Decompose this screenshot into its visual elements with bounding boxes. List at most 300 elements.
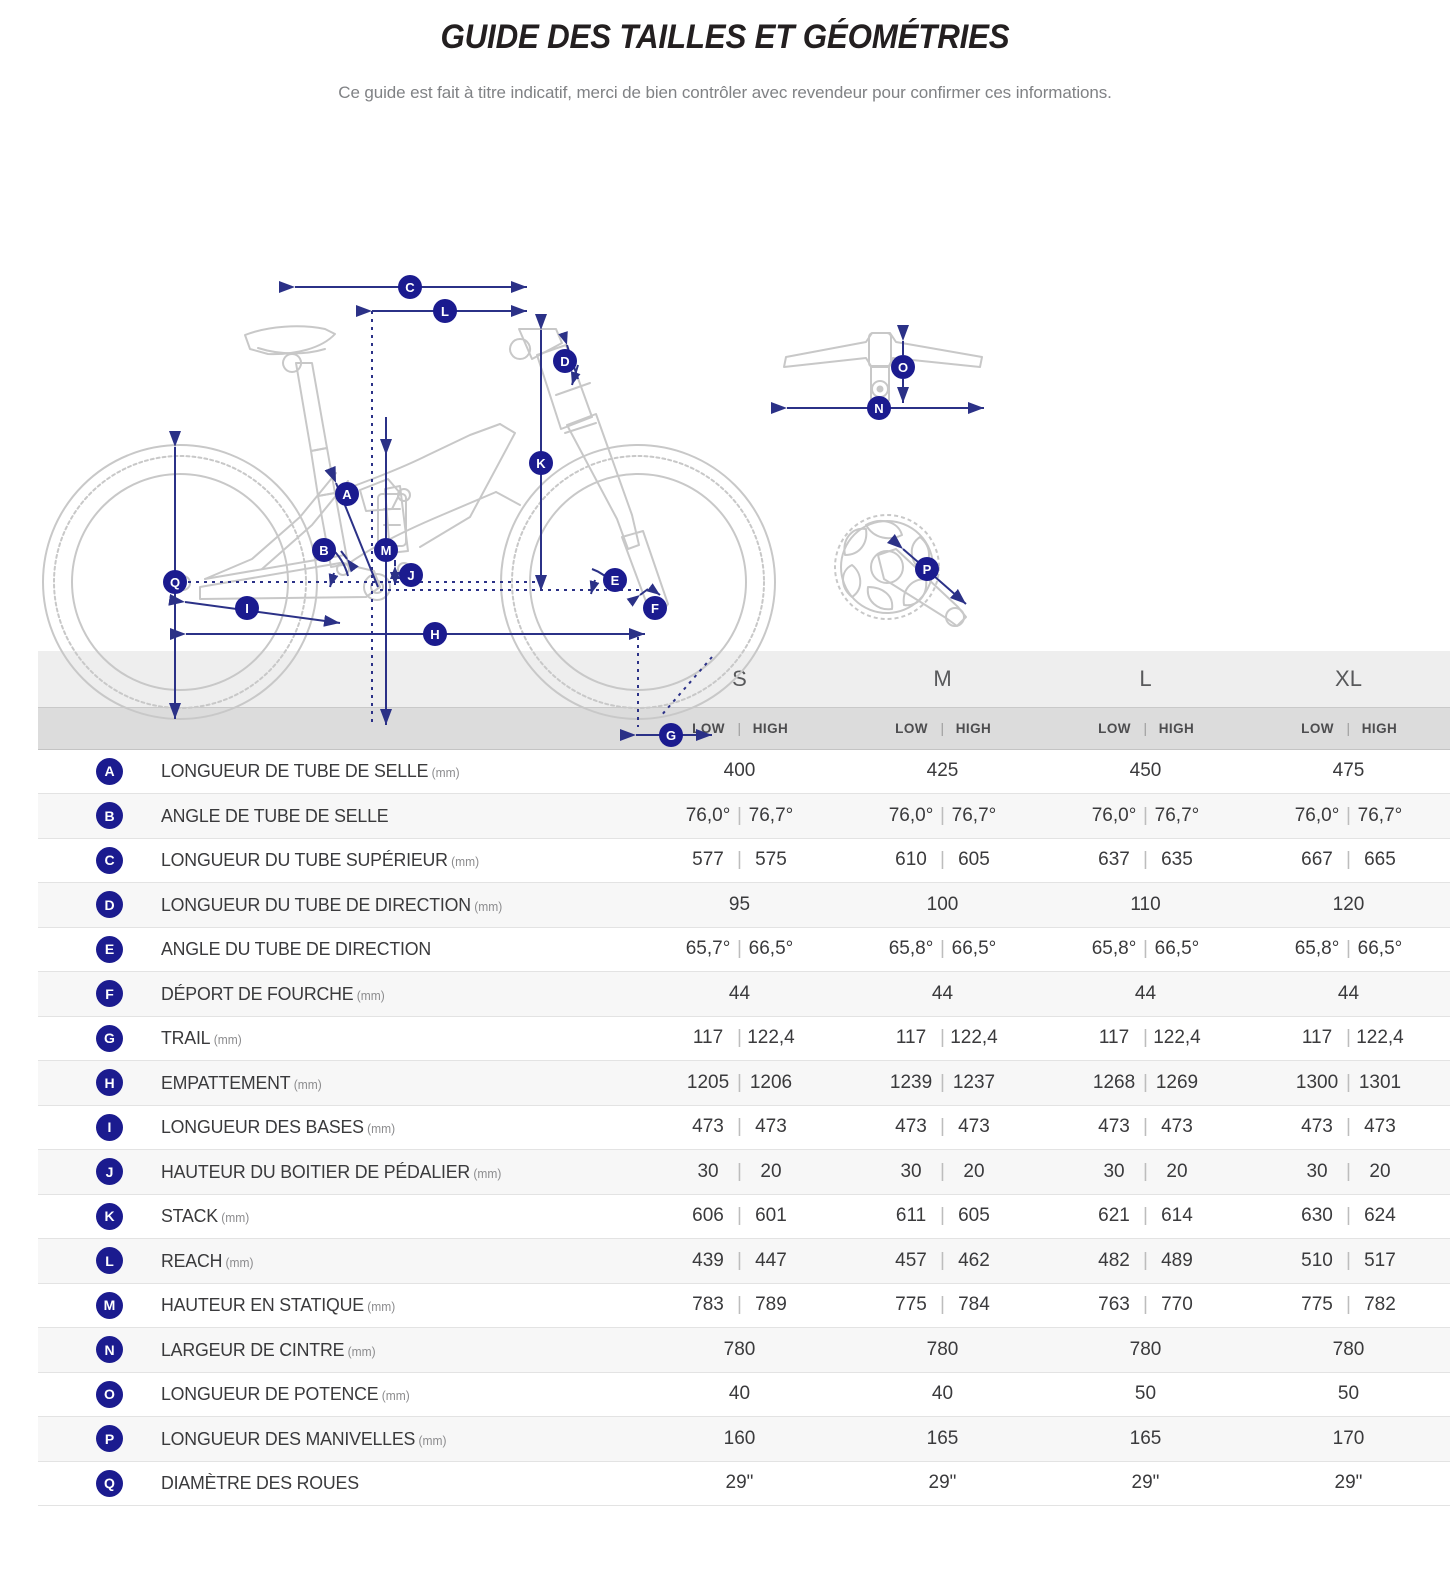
value-low: 30 — [1103, 1160, 1125, 1182]
header-spacer-2 — [38, 707, 638, 749]
value-cell — [1044, 1372, 1247, 1417]
value-separator: | — [1143, 1160, 1148, 1182]
table-row — [38, 1328, 1450, 1373]
row-label-cell — [38, 1061, 638, 1106]
row-unit: (mm) — [290, 1077, 322, 1092]
value-high: 605 — [958, 1205, 990, 1227]
value-low: 65,8° — [1091, 938, 1137, 960]
diagram-marker-L — [433, 299, 457, 323]
value-single: 29" — [1334, 1472, 1363, 1494]
row-badge-m: M — [96, 1292, 123, 1319]
value-cell — [1247, 883, 1450, 928]
svg-text:H: H — [430, 627, 440, 642]
row-label: LONGUEUR DES BASES (mm) — [161, 1116, 396, 1138]
value-cell — [1044, 1461, 1247, 1506]
value-cell — [1044, 1239, 1247, 1284]
value-cell — [841, 927, 1044, 972]
row-label: LONGUEUR DES MANIVELLES (mm) — [161, 1427, 447, 1449]
value-separator: | — [940, 1294, 945, 1316]
row-label-cell — [38, 927, 638, 972]
value-high: 76,7° — [951, 804, 997, 826]
row-badge-e: E — [96, 936, 123, 963]
subheader-low: LOW — [1098, 720, 1131, 736]
value-cell — [1247, 1372, 1450, 1417]
row-unit: (mm) — [353, 988, 385, 1003]
table-row — [38, 1016, 1450, 1061]
svg-text:K: K — [536, 456, 546, 471]
value-high: 122,4 — [1356, 1027, 1404, 1049]
value-single: 160 — [723, 1427, 756, 1449]
value-separator: | — [1143, 1116, 1148, 1138]
row-label-cell — [38, 838, 638, 883]
table-row — [38, 838, 1450, 883]
value-cell — [638, 1461, 841, 1506]
column-header-s: S — [732, 665, 747, 691]
value-single: 40 — [931, 1383, 954, 1405]
value-low: 630 — [1301, 1205, 1333, 1227]
column-header-m: M — [933, 665, 952, 691]
value-single: 29" — [928, 1472, 957, 1494]
svg-text:N: N — [874, 401, 884, 416]
value-separator: | — [1143, 1249, 1148, 1271]
value-cell — [1044, 1417, 1247, 1462]
subheader-sep: | — [1143, 720, 1148, 736]
row-badge-n: N — [96, 1336, 123, 1363]
value-cell — [1044, 1061, 1247, 1106]
svg-text:B: B — [319, 543, 329, 558]
value-cell — [1044, 1283, 1247, 1328]
subheader-high: HIGH — [752, 720, 789, 736]
value-cell — [841, 1283, 1044, 1328]
table-row — [38, 794, 1450, 839]
row-label-cell — [38, 1328, 638, 1373]
row-badge-l: L — [96, 1247, 123, 1274]
value-cell — [638, 1194, 841, 1239]
value-cell — [1247, 1194, 1450, 1239]
row-label-cell — [38, 883, 638, 928]
geometry-table-zone — [0, 651, 1450, 1506]
table-row — [38, 927, 1450, 972]
value-cell — [841, 1328, 1044, 1373]
value-separator: | — [1143, 1027, 1148, 1049]
diagram-marker-F — [643, 596, 667, 620]
diagram-marker-I — [235, 596, 259, 620]
page-subtitle: Ce guide est fait à titre indicatif, merci de bien contrôler avec revendeur pour confirmer ces informations. — [338, 83, 1112, 102]
value-separator: | — [1346, 1160, 1351, 1182]
value-single: 110 — [1130, 893, 1161, 915]
row-badge-a: A — [96, 758, 123, 785]
value-low: 1239 — [889, 1071, 933, 1093]
row-badge-h: H — [96, 1069, 123, 1096]
value-high: 624 — [1364, 1205, 1396, 1227]
value-high: 20 — [963, 1160, 985, 1182]
table-header-sizes — [38, 651, 1450, 707]
value-cell — [841, 1194, 1044, 1239]
subheader-sep: | — [1346, 720, 1351, 736]
svg-text:F: F — [651, 601, 659, 616]
value-cell — [638, 838, 841, 883]
value-low: 473 — [1301, 1116, 1333, 1138]
value-high: 782 — [1364, 1294, 1396, 1316]
value-separator: | — [737, 849, 742, 871]
diagram-marker-J — [399, 563, 423, 587]
svg-text:M: M — [380, 543, 392, 558]
svg-text:A: A — [342, 487, 352, 502]
value-separator: | — [940, 1071, 945, 1093]
value-single: 475 — [1332, 760, 1365, 782]
value-cell — [1247, 1016, 1450, 1061]
row-label: DÉPORT DE FOURCHE (mm) — [161, 982, 385, 1004]
value-separator: | — [1346, 938, 1351, 960]
table-row — [38, 749, 1450, 794]
row-badge-f: F — [96, 980, 123, 1007]
value-cell — [1044, 1328, 1247, 1373]
subheader-l — [1044, 707, 1247, 749]
row-badge-o: O — [96, 1381, 123, 1408]
diagram-marker-M — [374, 538, 398, 562]
table-row — [38, 1194, 1450, 1239]
value-cell — [638, 1105, 841, 1150]
subheader-low: LOW — [895, 720, 928, 736]
value-single: 165 — [1129, 1427, 1162, 1449]
value-single: 450 — [1129, 760, 1162, 782]
value-separator: | — [1143, 1294, 1148, 1316]
value-separator: | — [940, 1116, 945, 1138]
row-label-cell — [38, 749, 638, 794]
table-row — [38, 1061, 1450, 1106]
value-separator: | — [1346, 1249, 1351, 1271]
column-header-xl: XL — [1335, 665, 1362, 691]
value-high: 770 — [1161, 1294, 1193, 1316]
value-cell — [1247, 927, 1450, 972]
value-cell — [1044, 1194, 1247, 1239]
value-single: 780 — [1332, 1338, 1365, 1360]
value-high: 517 — [1364, 1249, 1396, 1271]
svg-text:O: O — [897, 360, 909, 375]
value-cell — [1247, 1328, 1450, 1373]
value-low: 577 — [692, 849, 724, 871]
value-high: 447 — [755, 1249, 787, 1271]
row-badge-g: G — [96, 1025, 123, 1052]
svg-text:L: L — [441, 304, 449, 319]
value-low: 65,8° — [1294, 938, 1340, 960]
value-cell — [841, 883, 1044, 928]
value-separator: | — [940, 1205, 945, 1227]
value-cell — [1247, 1417, 1450, 1462]
row-label-cell — [38, 794, 638, 839]
value-cell — [1044, 1105, 1247, 1150]
subheader-low: LOW — [692, 720, 725, 736]
value-cell — [638, 1150, 841, 1195]
diagram-marker-C — [398, 275, 422, 299]
value-high: 605 — [958, 849, 990, 871]
value-high: 473 — [1161, 1116, 1193, 1138]
value-low: 763 — [1098, 1294, 1130, 1316]
value-separator: | — [1143, 804, 1148, 826]
row-label: REACH (mm) — [161, 1249, 254, 1271]
value-cell — [638, 1239, 841, 1284]
svg-text:C: C — [405, 280, 415, 295]
value-cell — [638, 927, 841, 972]
value-high: 473 — [755, 1116, 787, 1138]
value-cell — [638, 1283, 841, 1328]
row-label: LONGUEUR DE TUBE DE SELLE (mm) — [161, 760, 460, 782]
value-cell — [841, 1105, 1044, 1150]
table-row — [38, 883, 1450, 928]
table-row — [38, 1150, 1450, 1195]
svg-text:D: D — [560, 354, 570, 369]
value-high: 473 — [958, 1116, 990, 1138]
row-label: EMPATTEMENT (mm) — [161, 1071, 322, 1093]
row-unit: (mm) — [428, 766, 460, 781]
svg-text:G: G — [665, 728, 677, 743]
value-separator: | — [737, 938, 742, 960]
row-label-cell — [38, 972, 638, 1017]
value-low: 457 — [895, 1249, 927, 1271]
value-low: 606 — [692, 1205, 724, 1227]
value-low: 76,0° — [685, 804, 731, 826]
value-separator: | — [1346, 1071, 1351, 1093]
row-label-cell — [38, 1239, 638, 1284]
value-cell — [841, 1417, 1044, 1462]
value-single: 44 — [1134, 982, 1157, 1004]
value-separator: | — [1346, 1205, 1351, 1227]
value-cell — [638, 1328, 841, 1373]
row-label: DIAMÈTRE DES ROUES — [161, 1472, 359, 1494]
value-single: 170 — [1332, 1427, 1365, 1449]
row-label: STACK (mm) — [161, 1205, 250, 1227]
value-separator: | — [737, 804, 742, 826]
row-label: LONGUEUR DU TUBE SUPÉRIEUR (mm) — [161, 849, 480, 871]
value-cell — [841, 1016, 1044, 1061]
value-low: 76,0° — [1294, 804, 1340, 826]
value-separator: | — [1143, 938, 1148, 960]
value-single: 120 — [1332, 893, 1365, 915]
value-single: 95 — [728, 893, 751, 915]
value-high: 76,7° — [748, 804, 794, 826]
value-low: 621 — [1098, 1205, 1130, 1227]
value-separator: | — [1346, 1116, 1351, 1138]
value-cell — [841, 838, 1044, 883]
table-row — [38, 1283, 1450, 1328]
value-low: 482 — [1098, 1249, 1130, 1271]
table-row — [38, 1105, 1450, 1150]
subheader-high: HIGH — [1158, 720, 1195, 736]
subheader-high: HIGH — [955, 720, 992, 736]
value-cell — [1044, 1016, 1247, 1061]
value-low: 1268 — [1092, 1071, 1136, 1093]
value-cell — [1247, 1239, 1450, 1284]
row-label: TRAIL (mm) — [161, 1027, 242, 1049]
value-high: 122,4 — [1153, 1027, 1201, 1049]
value-cell — [841, 1461, 1044, 1506]
value-separator: | — [1143, 1205, 1148, 1227]
row-badge-d: D — [96, 891, 123, 918]
value-separator: | — [737, 1027, 742, 1049]
value-low: 667 — [1301, 849, 1333, 871]
value-single: 425 — [926, 760, 959, 782]
value-high: 614 — [1161, 1205, 1193, 1227]
value-high: 1237 — [952, 1071, 996, 1093]
row-label: ANGLE DE TUBE DE SELLE — [161, 804, 389, 826]
value-separator: | — [1346, 804, 1351, 826]
value-low: 76,0° — [1091, 804, 1137, 826]
value-low: 30 — [900, 1160, 922, 1182]
table-body — [38, 749, 1450, 1506]
value-low: 473 — [692, 1116, 724, 1138]
row-unit: (mm) — [363, 1122, 396, 1137]
row-badge-j: J — [96, 1158, 123, 1185]
value-high: 20 — [1166, 1160, 1188, 1182]
value-separator: | — [737, 1249, 742, 1271]
table-row — [38, 1461, 1450, 1506]
subheader-sep: | — [940, 720, 945, 736]
row-unit: (mm) — [447, 855, 480, 870]
value-low: 439 — [692, 1249, 724, 1271]
value-high: 20 — [1369, 1160, 1391, 1182]
diagram-marker-K — [529, 451, 553, 475]
value-separator: | — [940, 1160, 945, 1182]
value-cell — [1247, 1105, 1450, 1150]
row-unit: (mm) — [470, 1166, 502, 1181]
header-spacer — [38, 651, 638, 707]
value-separator: | — [940, 804, 945, 826]
subheader-high: HIGH — [1361, 720, 1398, 736]
value-separator: | — [940, 938, 945, 960]
row-label-cell — [38, 1461, 638, 1506]
value-high: 66,5° — [1357, 938, 1403, 960]
row-unit: (mm) — [415, 1433, 447, 1448]
table-header-lowhigh — [38, 707, 1450, 749]
value-single: 780 — [1129, 1338, 1162, 1360]
row-unit: (mm) — [378, 1389, 410, 1404]
row-label: ANGLE DU TUBE DE DIRECTION — [161, 938, 432, 960]
value-low: 117 — [692, 1027, 724, 1049]
value-cell — [1247, 749, 1450, 794]
value-single: 44 — [728, 982, 751, 1004]
diagram-marker-G — [659, 723, 683, 747]
row-label: LARGEUR DE CINTRE (mm) — [161, 1338, 376, 1360]
row-label-cell — [38, 1194, 638, 1239]
subheader-xl — [1247, 707, 1450, 749]
value-cell — [841, 749, 1044, 794]
value-cell — [1044, 749, 1247, 794]
value-low: 775 — [895, 1294, 927, 1316]
value-cell — [1247, 1061, 1450, 1106]
value-separator: | — [1346, 1294, 1351, 1316]
value-separator: | — [940, 1249, 945, 1271]
value-separator: | — [737, 1205, 742, 1227]
value-single: 40 — [728, 1383, 751, 1405]
diagram-marker-O — [891, 355, 915, 379]
subheader-low: LOW — [1301, 720, 1334, 736]
row-unit: (mm) — [222, 1255, 254, 1270]
row-label: LONGUEUR DE POTENCE (mm) — [161, 1383, 410, 1405]
diagram-marker-H — [423, 622, 447, 646]
value-low: 473 — [895, 1116, 927, 1138]
value-low: 637 — [1098, 849, 1130, 871]
value-single: 400 — [723, 760, 756, 782]
diagram-marker-D — [553, 349, 577, 373]
value-low: 611 — [895, 1205, 927, 1227]
row-unit: (mm) — [363, 1300, 396, 1315]
value-single: 100 — [926, 893, 959, 915]
value-cell — [638, 883, 841, 928]
value-single: 780 — [723, 1338, 756, 1360]
value-cell — [1044, 972, 1247, 1017]
diagram-marker-P — [915, 557, 939, 581]
value-high: 76,7° — [1154, 804, 1200, 826]
table-row — [38, 1417, 1450, 1462]
row-unit: (mm) — [210, 1033, 242, 1048]
value-high: 122,4 — [747, 1027, 795, 1049]
value-single: 44 — [931, 982, 954, 1004]
value-low: 783 — [692, 1294, 724, 1316]
row-label-cell — [38, 1150, 638, 1195]
row-label-cell — [38, 1372, 638, 1417]
value-high: 1301 — [1358, 1071, 1402, 1093]
svg-text:E: E — [610, 573, 620, 588]
value-low: 510 — [1301, 1249, 1333, 1271]
value-separator: | — [940, 849, 945, 871]
value-high: 473 — [1364, 1116, 1396, 1138]
row-unit: (mm) — [344, 1344, 376, 1359]
value-cell — [638, 972, 841, 1017]
svg-text:I: I — [245, 601, 249, 616]
value-high: 1269 — [1155, 1071, 1199, 1093]
value-low: 1205 — [686, 1071, 730, 1093]
value-cell — [1044, 927, 1247, 972]
value-high: 784 — [958, 1294, 990, 1316]
value-low: 775 — [1301, 1294, 1333, 1316]
value-high: 76,7° — [1357, 804, 1403, 826]
subheader-sep: | — [737, 720, 742, 736]
value-cell — [1044, 883, 1247, 928]
crankset-diagram — [835, 515, 966, 626]
value-cell — [1044, 838, 1247, 883]
value-low: 610 — [895, 849, 927, 871]
value-low: 1300 — [1295, 1071, 1339, 1093]
value-separator: | — [737, 1116, 742, 1138]
value-separator: | — [1346, 849, 1351, 871]
row-badge-k: K — [96, 1203, 123, 1230]
value-low: 65,8° — [888, 938, 934, 960]
value-high: 122,4 — [950, 1027, 998, 1049]
diagram-marker-N — [867, 396, 891, 420]
diagram-marker-A — [335, 482, 359, 506]
svg-text:P: P — [922, 562, 932, 577]
value-cell — [1044, 794, 1247, 839]
diagram-marker-E — [603, 568, 627, 592]
page-title: GUIDE DES TAILLES ET GÉOMÉTRIES — [440, 18, 1010, 56]
svg-text:Q: Q — [169, 575, 181, 590]
value-single: 29" — [725, 1472, 754, 1494]
row-badge-p: P — [96, 1425, 123, 1452]
value-cell — [1247, 1150, 1450, 1195]
geometry-table — [38, 651, 1450, 1506]
value-cell — [841, 1150, 1044, 1195]
value-cell — [638, 794, 841, 839]
value-low: 117 — [895, 1027, 927, 1049]
value-cell — [638, 1372, 841, 1417]
diagram-marker-B — [312, 538, 336, 562]
value-high: 462 — [958, 1249, 990, 1271]
row-label: HAUTEUR EN STATIQUE (mm) — [161, 1294, 396, 1316]
value-cell — [841, 1239, 1044, 1284]
row-badge-q: Q — [96, 1470, 123, 1497]
row-badge-i: I — [96, 1114, 123, 1141]
row-badge-b: B — [96, 802, 123, 829]
